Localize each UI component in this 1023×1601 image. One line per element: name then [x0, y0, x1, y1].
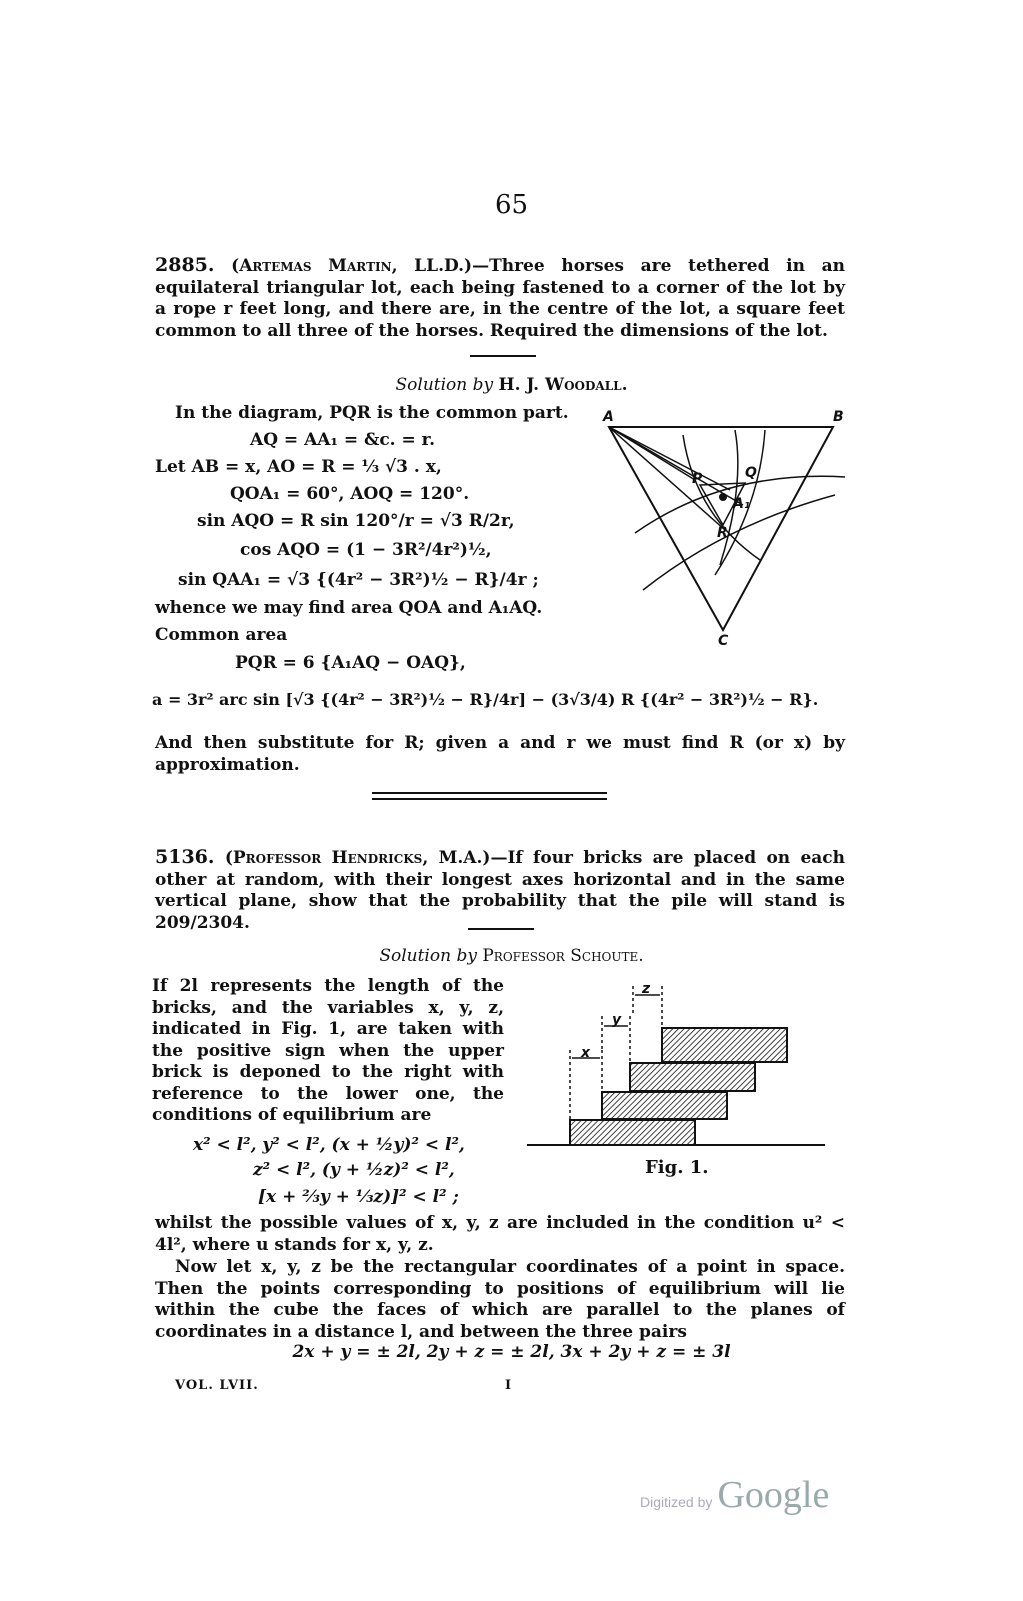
section-separator: [372, 792, 607, 800]
bricks-figure: [525, 978, 845, 1183]
figure-label: B: [833, 409, 844, 425]
figure-label: A: [603, 409, 614, 425]
condition-line: [x + ⅔y + ⅓z)]² < l² ;: [258, 1187, 459, 1207]
brick: [602, 1092, 727, 1119]
brick: [570, 1120, 695, 1145]
page-number: 65: [494, 190, 529, 220]
solution-line: AQ = AA₁ = &c. = r.: [250, 430, 435, 450]
solution-line: Let AB = x, AO = R = ⅓ √3 . x,: [155, 457, 442, 477]
equation-line: 2x + y = ± 2l, 2y + z = ± 2l, 3x + 2y + z = ± 3l: [292, 1342, 731, 1362]
solution-by-label: Solution by: [379, 946, 477, 966]
figure-caption: Fig. 1.: [645, 1157, 709, 1178]
problem-author: (Artemas Martin, LL.D.): [231, 256, 473, 276]
figure-label: z: [642, 981, 651, 997]
figure-label: P: [692, 471, 703, 487]
solution-paragraph: Now let x, y, z be the rectangular coordinates of a point in space. Then the points corresponding to positions of equilibrium will lie within the cube the faces of which are parallel to the planes of coordinates in a distance l, and between the three pairs: [155, 1257, 845, 1342]
solution-line: QOA₁ = 60°, AOQ = 120°.: [230, 484, 470, 504]
brick: [662, 1028, 787, 1062]
figure-label: A₁: [733, 496, 750, 512]
solution-by-label: Solution by: [395, 375, 494, 395]
divider: [468, 928, 534, 930]
figure-label: R: [717, 525, 728, 541]
solution-line: sin AQO = R sin 120°/r = √3 R/2r,: [197, 511, 515, 531]
solution-line: Common area: [155, 625, 288, 645]
solution-line: And then substitute for R; given a and r we must find R (or x) by approximation.: [155, 733, 845, 775]
condition-line: x² < l², y² < l², (x + ½y)² < l²,: [193, 1135, 465, 1155]
problem-number: 2885.: [155, 254, 215, 276]
triangle-diagram: [595, 405, 855, 650]
figure-label: y: [612, 1012, 622, 1028]
solution-line: sin QAA₁ = √3 {(4r² − 3R²)½ − R}/4r ;: [178, 570, 539, 590]
figure-label: x: [581, 1045, 591, 1061]
solution-intro: If 2l represents the length of the bricks, and the variables x, y, z, indicated in Fig. 1, are taken with the positive sign when the upper brick is deponed to the right with reference to the lower one, the conditions of equilibrium are: [152, 976, 504, 1125]
divider: [470, 355, 536, 357]
solution-heading: [0, 946, 1023, 966]
problem-author: (Professor Hendricks, M.A.): [224, 848, 491, 868]
digitized-label: Digitized by: [640, 1494, 713, 1510]
solution-heading: [0, 375, 1023, 395]
problem-number: 5136.: [155, 846, 215, 868]
solution-line: whence we may find area QOA and A₁AQ.: [155, 598, 543, 618]
signature-mark: I: [505, 1378, 512, 1393]
solution-line: a = 3r² arc sin [√3 {(4r² − 3R²)½ − R}/4r] − (3√3/4) R {(4r² − 3R²)½ − R}.: [152, 690, 819, 709]
problem-2885-statement: [155, 255, 845, 342]
solution-paragraph: whilst the possible values of x, y, z are included in the condition u² < 4l², where u stands for x, y, z.: [155, 1213, 845, 1255]
solution-line: PQR = 6 {A₁AQ − OAQ},: [235, 653, 466, 673]
solution-line: In the diagram, PQR is the common part.: [175, 403, 569, 423]
problem-text: —Three horses are tethered in an equilateral triangular lot, each being fastened to a corner of the lot by a rope r feet long, and there are, in the centre of the lot, a square feet common to all three of the horses. Required the dimensions of the lot.: [155, 256, 845, 341]
digitized-watermark: [640, 1473, 829, 1517]
figure-label: C: [718, 633, 729, 649]
figure-label: Q: [745, 465, 757, 481]
volume-label: VOL. LVII.: [175, 1378, 259, 1393]
solver-name: Professor Schoute.: [482, 946, 644, 966]
condition-line: z² < l², (y + ½z)² < l²,: [253, 1160, 455, 1180]
solution-line: cos AQO = (1 − 3R²/4r²)½,: [240, 540, 492, 560]
problem-5136-statement: [155, 847, 845, 934]
solver-name: H. J. Woodall.: [498, 375, 628, 395]
brick: [630, 1063, 755, 1091]
problem-text: —If four bricks are placed on each other at random, with their longest axes horizontal and in the same vertical plane, show that the probability that the pile will stand is 209/2304.: [155, 848, 845, 933]
google-logo: Google: [717, 1474, 830, 1516]
